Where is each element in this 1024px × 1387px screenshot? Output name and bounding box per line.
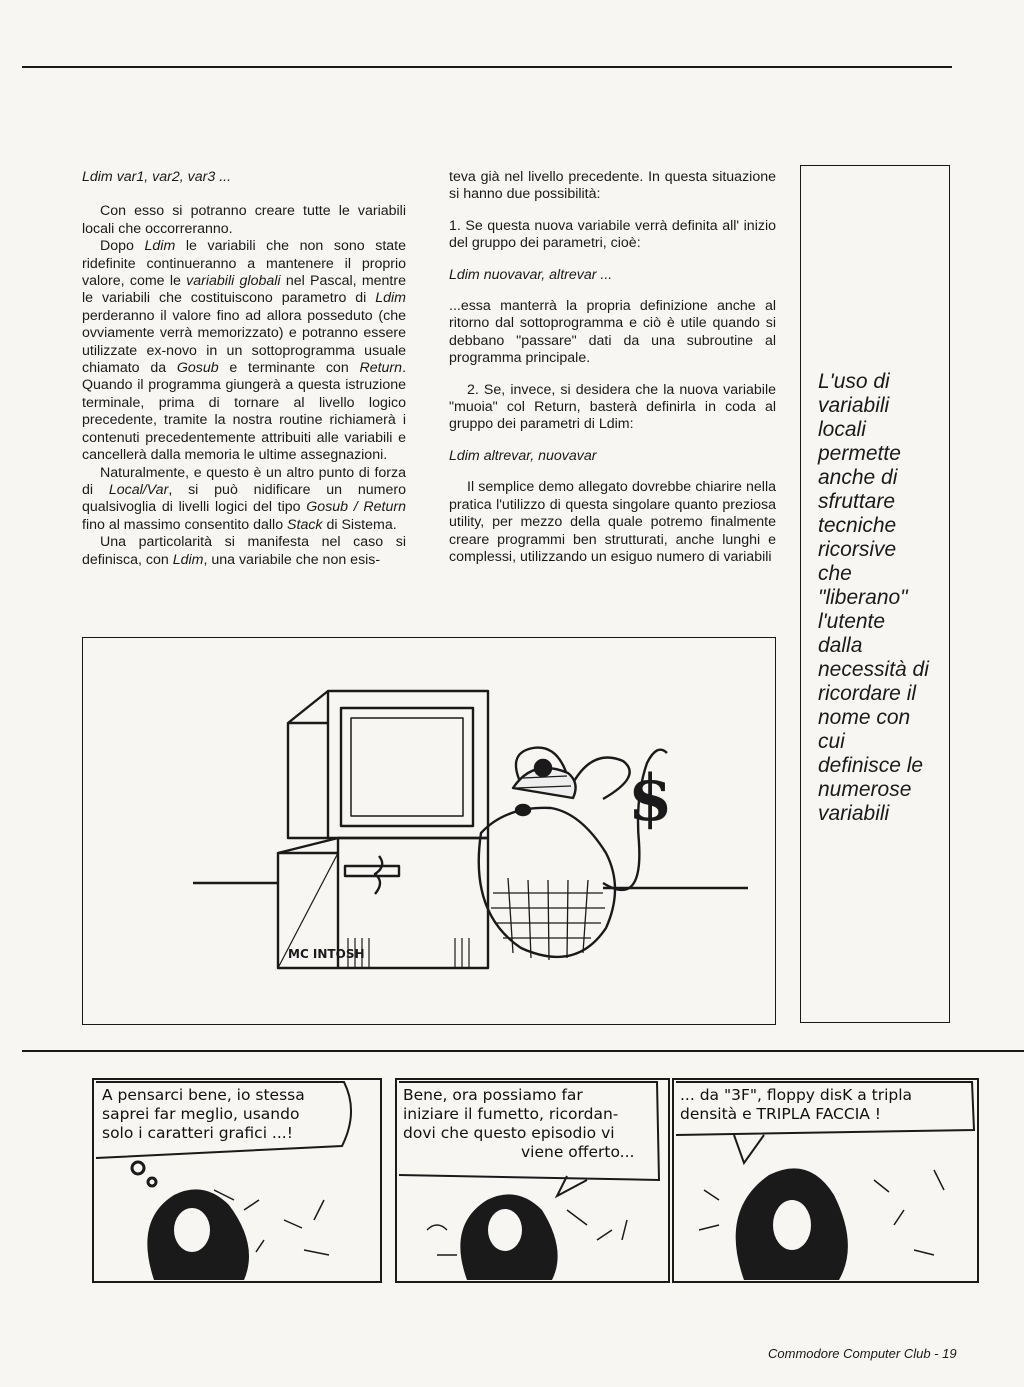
paragraph-3: ...essa manterrà la propria definizione anche al ritorno dal sottoprogramma e ciò è utile quando si debbano "passare" dati da una subroutine al programma principale. xyxy=(449,298,776,367)
quote-line: locali xyxy=(818,418,866,441)
dollar-sign: $ xyxy=(628,761,673,836)
bubble-line: viene offerto... xyxy=(521,1143,635,1161)
quote-line: ricordare il xyxy=(818,682,917,705)
text-run: , si può nidificare un numero qualsivoglia di livelli logici del tipo xyxy=(82,481,407,516)
code-line-1: Ldim nuovavar, altrevar ... xyxy=(449,266,613,283)
paragraph-5: Il semplice demo allegato dovrebbe chiarire nella pratica l'utilizzo di questa singolare quanto preziosa utility, per mezzo della quale potremo finalmente creare programmi ben strutturati, anche lunghi e complessi, utilizzando un esiguo numero di variabili xyxy=(449,479,776,565)
italic-run: Ldim xyxy=(375,290,406,307)
code-line-2: Ldim altrevar, nuovavar xyxy=(449,447,597,464)
italic-run: Ldim xyxy=(172,551,204,568)
italic-run: Local/Var xyxy=(108,481,169,498)
italic-run: Gosub xyxy=(176,360,219,377)
quote-line: permette xyxy=(818,442,901,465)
quote-line: tecniche xyxy=(818,514,897,537)
paragraph-4 xyxy=(82,534,406,569)
text-run: , una variabile che non esis- xyxy=(203,551,381,568)
bubble-line: A pensarci bene, io stessa xyxy=(102,1086,305,1104)
italic-run: variabili globali xyxy=(186,273,281,290)
text-run: Dopo xyxy=(100,238,145,255)
bubble-line: saprei far meglio, usando xyxy=(102,1105,300,1123)
paragraph-4: 2. Se, invece, si desidera che la nuova variabile "muoia" col Return, basterà definirla in coda al gruppo dei parametri di Ldim: xyxy=(449,381,776,433)
quote-line: dalla xyxy=(818,634,863,657)
quote-line: anche di xyxy=(818,466,898,489)
speech-bubble-1 xyxy=(102,1086,305,1143)
quote-line: "liberano" xyxy=(818,586,908,609)
page-footer: Commodore Computer Club - 19 xyxy=(768,1346,957,1361)
cartoon-drawing xyxy=(83,638,774,1023)
comic-panel-3 xyxy=(672,1078,979,1283)
italic-run: Ldim xyxy=(144,238,176,255)
italic-run: Return xyxy=(359,360,403,377)
quote-line: nome con xyxy=(818,706,911,729)
comic-panel-2 xyxy=(395,1078,670,1283)
quote-line: necessità di xyxy=(818,658,929,681)
quote-line: cui xyxy=(818,730,845,753)
bubble-line: solo i caratteri grafici ...! xyxy=(102,1124,293,1142)
quote-line: variabili xyxy=(818,394,890,417)
bubble-line: ... da "3F", floppy disK a tripla xyxy=(680,1086,913,1104)
cartoon-illustration xyxy=(82,637,776,1025)
quote-line: definisce le xyxy=(818,754,924,777)
pull-quote xyxy=(818,370,948,826)
comic-panel-1 xyxy=(92,1078,382,1283)
quote-line: L'uso di xyxy=(818,370,890,393)
text-run: e terminante con xyxy=(218,360,360,377)
paragraph-1: Con esso si potranno creare tutte le variabili locali che occorreranno. xyxy=(82,203,406,237)
top-rule xyxy=(22,66,952,68)
quote-line: che xyxy=(818,562,852,585)
code-line: Ldim var1, var2, var3 ... xyxy=(82,169,232,185)
text-run: . Quando il programma giungerà a questa istruzione terminale, prima di tornare al livello logico precedente, tramite la nostra routine richiamerà i contenuti precedentemente attribuiti alle variabili e cancellerà dalla memoria le ultime assegnazioni. xyxy=(82,360,407,464)
middle-column xyxy=(449,169,776,566)
bubble-line: densità e TRIPLA FACCIA ! xyxy=(680,1105,882,1123)
quote-line: ricorsive xyxy=(818,538,897,561)
bubble-line: dovi che questo episodio vi xyxy=(403,1124,615,1142)
text-run: perderanno il valore fino ad allora posseduto (che ovviamente verrà memorizzato) e potranno essere utilizzate ex-novo in un sottoprogramma usuale chiamato da xyxy=(82,307,406,377)
bubble-line: iniziare il fumetto, ricordan- xyxy=(403,1105,619,1123)
paragraph-3 xyxy=(82,465,406,535)
bubble-line: Bene, ora possiamo far xyxy=(403,1086,583,1104)
strip-rule xyxy=(22,1050,1024,1052)
quote-line: sfruttare xyxy=(818,490,896,513)
left-column xyxy=(82,169,406,569)
text-run: nel Pascal, mentre le variabili che costituiscono parametro di xyxy=(82,273,406,307)
text-run: Naturalmente, e questo è un altro punto di forza di xyxy=(82,464,406,498)
paragraph-2: 1. Se questa nuova variabile verrà definita all' inizio del gruppo dei parametri, cioè: xyxy=(449,217,776,252)
paragraph-2 xyxy=(82,238,406,464)
quote-line: variabili xyxy=(818,802,890,825)
computer-label: MC INTOSH xyxy=(288,947,365,961)
italic-run: Gosub / Return xyxy=(306,499,406,516)
speech-bubble-2 xyxy=(403,1086,634,1162)
speech-bubble-3 xyxy=(680,1086,912,1124)
quote-line: l'utente xyxy=(818,610,886,633)
text-run: Una particolarità si manifesta nel caso si definisca, con xyxy=(82,534,406,568)
paragraph-1: teva già nel livello precedente. In questa situazione si hanno due possibilità: xyxy=(449,169,776,203)
italic-run: Stack xyxy=(287,516,323,533)
text-run: di Sistema. xyxy=(322,516,397,533)
quote-line: numerose xyxy=(818,778,912,801)
text-run: fino al massimo consentito dallo xyxy=(82,516,288,533)
text-run: le variabili che non sono state ridefinite continueranno a mantenere il proprio valore, come le xyxy=(82,238,407,290)
